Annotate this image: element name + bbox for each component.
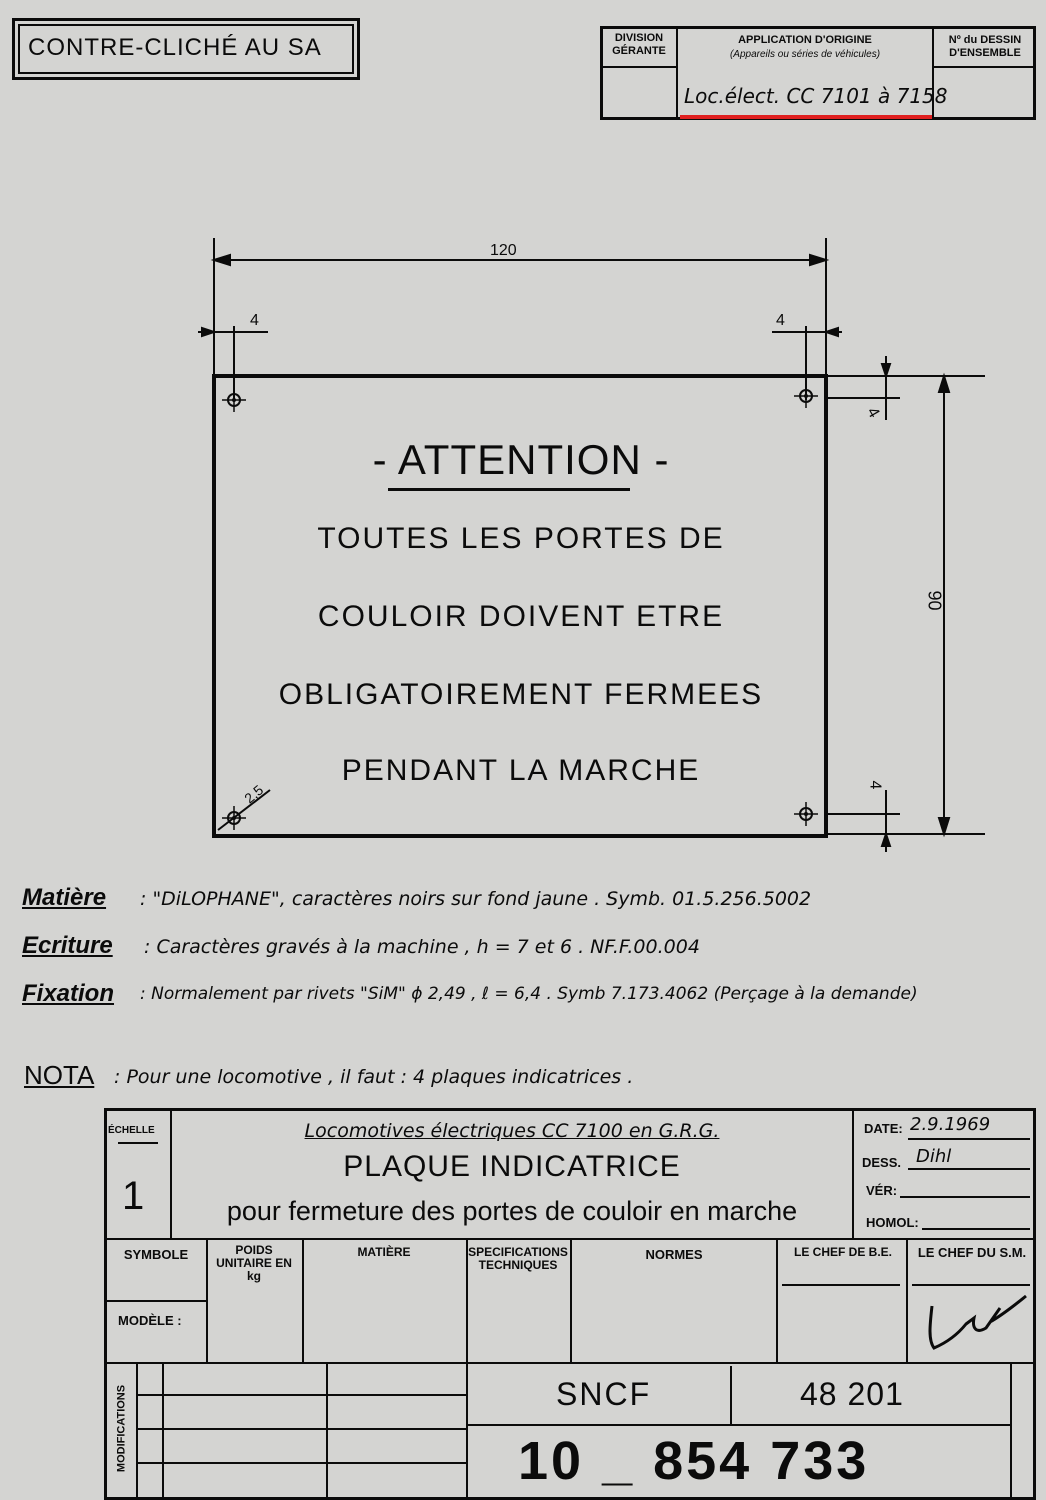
tb-col-div-6 <box>906 1240 908 1362</box>
spec-matiere-label: Matière <box>22 884 107 911</box>
rivet-hole-top-left <box>227 393 241 407</box>
dim-left-offset-label: 4 <box>250 312 259 329</box>
tb-col-poids: POIDS UNITAIRE EN kg <box>216 1243 292 1283</box>
tb-description: pour fermeture des portes de couloir en marche <box>226 1196 798 1226</box>
nota-label: NOTA <box>24 1060 95 1090</box>
plate-line-1: TOUTES LES PORTES DE <box>317 522 725 555</box>
tb-col-chef-be: LE CHEF DE B.E. <box>793 1245 892 1259</box>
signature-mark <box>914 1288 1030 1358</box>
tb-mod-row-3 <box>136 1462 466 1464</box>
plate-line-3: OBLIGATOIREMENT FERMEES <box>278 678 764 711</box>
tb-date-value: 2.9.1969 <box>910 1114 991 1135</box>
plate-line-2: COULOIR DOIVENT ETRE <box>317 600 725 633</box>
tb-ver-label: VÉR: <box>866 1183 898 1198</box>
tb-col-matiere: MATIÈRE <box>357 1245 411 1259</box>
tb-dess-label: DESS. <box>862 1155 902 1170</box>
dim-bottom-offset-arrow <box>882 834 890 846</box>
dim-top-offset-label: 4 <box>863 404 883 421</box>
dim-width-label: 120 <box>490 242 517 259</box>
rivet-hole-bottom-right <box>799 807 813 821</box>
tb-subtitle: Locomotives électriques CC 7100 en G.R.G. <box>304 1120 720 1142</box>
header-col-division: DIVISION GÉRANTE <box>612 32 666 57</box>
plate-title-text: - ATTENTION - <box>372 436 670 483</box>
spec-ecriture-text: : Caractères gravés à la machine , h = 7 et 6 . NF.F.00.004 <box>144 936 700 958</box>
dim-bottom-offset-label: 4 <box>866 780 884 790</box>
header-application-value: Loc.élect. CC 7101 à 7158 <box>684 84 948 108</box>
plate-title-underline <box>388 488 630 491</box>
tb-number-line <box>468 1424 1010 1426</box>
dim-hole-label: 2,5 <box>241 781 267 807</box>
tb-chef-be-line <box>782 1284 900 1286</box>
tb-mod-div-3 <box>326 1364 328 1498</box>
tb-symbole-line <box>106 1300 206 1302</box>
dim-right-offset-arrow <box>826 328 838 336</box>
spec-matiere-text: : "DiLOPHANE", caractères noirs sur fond jaune . Symb. 01.5.256.5002 <box>140 888 812 910</box>
tb-mod-row-2 <box>136 1428 466 1430</box>
tb-info-divider <box>852 1110 854 1238</box>
tb-date-line <box>908 1138 1030 1140</box>
tb-col-specifications: SPECIFICATIONS TECHNIQUES <box>468 1245 568 1272</box>
tb-mod-div-4 <box>466 1364 468 1498</box>
tb-title: PLAQUE INDICATRICE <box>343 1150 681 1183</box>
rivet-hole-top-right <box>799 389 813 403</box>
plate-line-4: PENDANT LA MARCHE <box>341 754 701 787</box>
header-col-application-sub: (Appareils ou séries de véhicules) <box>729 49 881 60</box>
tb-series-number: 48 201 <box>800 1376 904 1412</box>
header-col-dessin: Nº du DESSIN D'ENSEMBLE <box>948 34 1022 59</box>
tb-echelle-label: ÉCHELLE <box>108 1125 155 1136</box>
dim-width-arrow-right <box>810 255 826 265</box>
tb-dess-line <box>908 1168 1030 1170</box>
tb-sncf-divider <box>730 1366 732 1424</box>
tb-modele-label: MODÈLE : <box>118 1313 182 1328</box>
dim-top-offset-arrow <box>882 364 890 376</box>
dim-height-arrow-top <box>939 376 949 392</box>
tb-echelle-value: 1 <box>122 1174 145 1218</box>
plate-title <box>215 436 827 484</box>
spec-ecriture-label: Ecriture <box>22 932 113 959</box>
tb-drawing-number: 10 _ 854 733 <box>518 1431 870 1491</box>
tb-line-middle <box>106 1362 1034 1364</box>
header-col-application-title: APPLICATION D'ORIGINE <box>738 34 872 46</box>
tb-mod-div-5 <box>1010 1364 1012 1498</box>
dim-height-arrow-bottom <box>939 818 949 834</box>
tb-date-label: DATE: <box>864 1121 903 1136</box>
tb-homol-label: HOMOL: <box>866 1215 919 1230</box>
spec-fixation-label: Fixation <box>22 980 115 1007</box>
dim-left-offset-arrow <box>202 328 214 336</box>
dim-right-offset-label: 4 <box>776 312 785 329</box>
tb-col-symbole: SYMBOLE <box>123 1247 189 1262</box>
tb-col-chef-sm: LE CHEF DU S.M. <box>917 1245 1027 1260</box>
tb-chef-sm-line <box>912 1284 1030 1286</box>
spec-fixation-text: : Normalement par rivets "SiM" ϕ 2,49 , ℓ = 6,4 . Symb 7.173.4062 (Perçage à la demande) <box>140 984 918 1004</box>
tb-col-normes: NORMES <box>645 1247 703 1262</box>
stamp-text: CONTRE-CLICHÉ AU SA <box>28 34 322 61</box>
tb-modifications-label: MODIFICATIONS <box>115 1384 128 1473</box>
tb-dess-value: Dihl <box>916 1146 952 1167</box>
tb-col-div-5 <box>776 1240 778 1362</box>
tb-echelle-underline <box>118 1142 158 1144</box>
dim-width-arrow-left <box>214 255 230 265</box>
nota-text: : Pour une locomotive , il faut : 4 plaques indicatrices . <box>114 1066 634 1088</box>
tb-mod-row-1 <box>136 1394 466 1396</box>
tb-homol-line <box>922 1228 1030 1230</box>
tb-mod-div-2 <box>162 1364 164 1498</box>
tb-org: SNCF <box>556 1376 652 1412</box>
rivet-hole-bottom-left <box>227 811 241 825</box>
dim-height-label: 90 <box>924 590 945 611</box>
tb-ver-line <box>900 1196 1030 1198</box>
tb-mod-div-1 <box>136 1364 138 1498</box>
